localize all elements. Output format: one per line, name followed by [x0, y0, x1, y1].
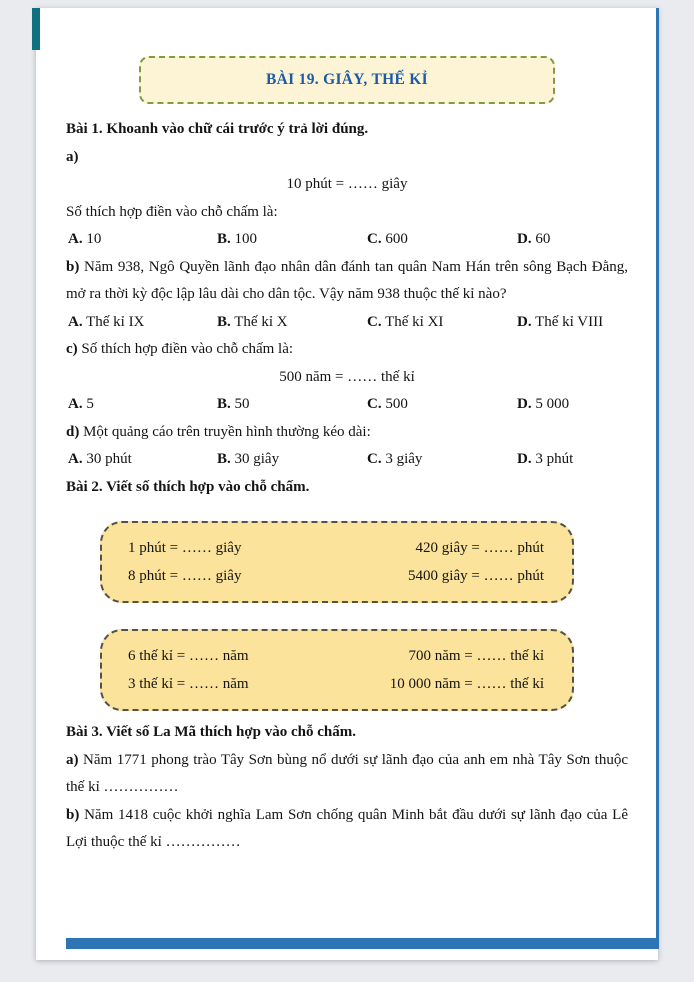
corner-accent — [32, 8, 40, 50]
option-text: 3 phút — [535, 451, 574, 467]
option-text: 500 — [385, 396, 408, 412]
option-text: Thế kỉ XI — [385, 313, 444, 330]
ex1-part-d-paragraph — [66, 419, 628, 447]
conversion-row — [128, 534, 544, 562]
option — [367, 446, 517, 474]
option-text: Thế kỉ VIII — [535, 313, 604, 330]
option-text: 5 000 — [535, 396, 570, 412]
option — [68, 391, 217, 419]
option-letter: D. — [517, 231, 532, 247]
worksheet-content — [36, 56, 658, 857]
conversion-item-right: 10 000 năm = …… thế kỉ — [389, 676, 544, 692]
option-text: 60 — [535, 231, 551, 247]
ex1-part-c-options — [66, 391, 628, 419]
option-letter: A. — [68, 231, 83, 247]
conversion-row — [128, 670, 544, 698]
option — [68, 446, 217, 474]
ex1-part-d-label: d) — [66, 423, 80, 440]
ex1-part-c-equation: 500 năm = …… thế kỉ — [279, 368, 415, 385]
ex1-part-c-label: c) — [66, 341, 78, 357]
conversion-row — [128, 562, 544, 590]
option — [517, 446, 628, 474]
conversion-item-left: 3 thế kỉ = …… năm — [128, 676, 249, 692]
option-letter: C. — [367, 451, 382, 467]
ex1-part-c-paragraph — [66, 336, 628, 364]
option — [217, 309, 367, 337]
ex3-part-b-text: Năm 1418 cuộc khởi nghĩa Lam Sơn chống quân Minh bắt đầu dưới sự lãnh đạo của Lê Lợi thuộc thế kỉ …………… — [66, 806, 629, 850]
ex1-part-d-text: Một quảng cáo trên truyền hình thường kéo dài: — [83, 423, 371, 440]
conversion-box-minutes-seconds — [100, 521, 574, 603]
ex1-part-a-equation: 10 phút = …… giây — [286, 176, 408, 192]
conversion-item-left: 8 phút = …… giây — [128, 568, 242, 584]
ex1-part-d-options — [66, 446, 628, 474]
option-text: 30 giây — [234, 451, 280, 467]
option-letter: B. — [217, 451, 231, 467]
ex1-part-b-options — [66, 309, 628, 337]
option — [217, 446, 367, 474]
ex3-part-a-text: Năm 1771 phong trào Tây Sơn bùng nổ dưới sự lãnh đạo của anh em nhà Tây Sơn thuộc thế kỉ …………… — [66, 751, 629, 795]
option — [517, 226, 628, 254]
option-letter: D. — [517, 396, 532, 412]
conversion-item-left: 1 phút = …… giây — [128, 540, 242, 556]
conversion-row — [128, 642, 544, 670]
option — [517, 309, 628, 337]
option-text: 50 — [234, 396, 250, 412]
option — [68, 309, 217, 337]
ex1-part-a-question: Số thích hợp điền vào chỗ chấm là: — [66, 203, 278, 220]
conversion-box-centuries-years — [100, 629, 574, 711]
option — [367, 226, 517, 254]
option-letter: B. — [217, 231, 231, 247]
ex1-part-c-text: Số thích hợp điền vào chỗ chấm là: — [81, 341, 294, 357]
ex1-part-b-paragraph — [66, 254, 628, 309]
conversion-item-right: 420 giây = …… phút — [415, 540, 544, 556]
option-text: 30 phút — [86, 451, 132, 467]
ex1-part-b-label: b) — [66, 258, 80, 275]
conversion-item-right: 700 năm = …… thế kỉ — [408, 648, 544, 664]
option — [367, 309, 517, 337]
option — [217, 391, 367, 419]
ex3-part-b-paragraph — [66, 802, 628, 857]
option-letter: D. — [517, 313, 532, 330]
option-text: 3 giây — [385, 451, 423, 467]
option-text: Thế kỉ X — [234, 313, 288, 330]
conversion-item-right: 5400 giây = …… phút — [408, 568, 544, 584]
option-letter: C. — [367, 313, 382, 330]
conversion-item-left: 6 thế kỉ = …… năm — [128, 648, 249, 664]
exercise2-title: Bài 2. Viết số thích hợp vào chỗ chấm. — [66, 478, 310, 495]
ex3-part-b-label: b) — [66, 806, 80, 823]
ex1-part-b-text: Năm 938, Ngô Quyền lãnh đạo nhân dân đánh tan quân Nam Hán trên sông Bạch Đằng, mở ra thời kỳ độc lập lâu dài cho dân tộc. Vậy năm 938 thuộc thế kỉ nào? — [66, 258, 628, 302]
exercise3-title: Bài 3. Viết số La Mã thích hợp vào chỗ chấm. — [66, 724, 356, 740]
option — [517, 391, 628, 419]
option-text: 600 — [385, 231, 408, 247]
lesson-title: BÀI 19. GIÂY, THẾ KỈ — [266, 71, 428, 88]
lesson-title-box — [139, 56, 555, 104]
option-letter: A. — [68, 396, 83, 412]
option-letter: C. — [367, 231, 382, 247]
option — [68, 226, 217, 254]
option-letter: A. — [68, 451, 83, 467]
option — [367, 391, 517, 419]
ex1-part-a-options — [66, 226, 628, 254]
option-letter: D. — [517, 451, 532, 467]
option-letter: B. — [217, 313, 231, 330]
bottom-bar — [66, 938, 659, 949]
option-letter: B. — [217, 396, 231, 412]
exercise1-title: Bài 1. Khoanh vào chữ cái trước ý trả lời đúng. — [66, 121, 369, 137]
right-edge-line — [656, 8, 659, 949]
worksheet-page — [36, 8, 658, 960]
option-text: 100 — [234, 231, 258, 247]
ex1-part-a-label: a) — [66, 148, 79, 165]
ex3-part-a-paragraph — [66, 747, 628, 802]
option-letter: A. — [68, 313, 83, 330]
ex3-part-a-label: a) — [66, 751, 79, 768]
option-letter: C. — [367, 396, 382, 412]
option — [217, 226, 367, 254]
option-text: 10 — [86, 231, 102, 247]
option-text: Thế kỉ IX — [86, 313, 145, 330]
option-text: 5 — [86, 396, 94, 412]
